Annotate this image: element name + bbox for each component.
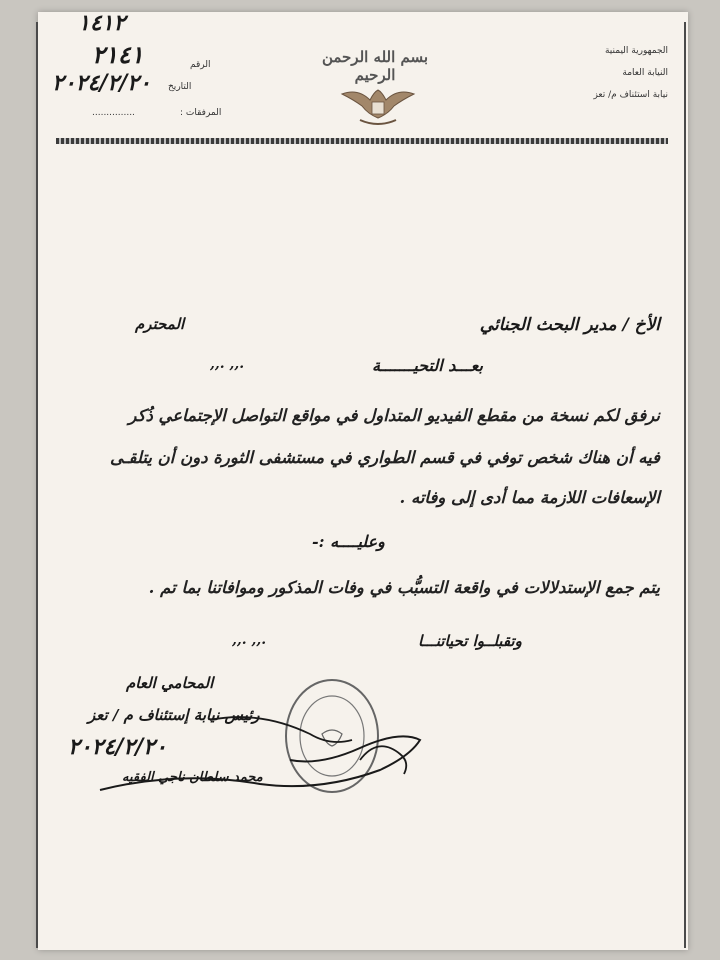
handwritten-ref-number: ٢١٤١ [92, 40, 144, 69]
paragraph-line-1: نرفق لكم نسخة من مقطع الفيديو المتداول في مواقع التواصل الإجتماعي ذُكر [128, 406, 660, 425]
greeting: بعـــد التحيـــــــة [372, 356, 483, 375]
issuer-block [518, 40, 668, 106]
honorific: المحترم [135, 315, 185, 333]
issuer-country: الجمهورية اليمنية [604, 46, 668, 56]
date-label: التاريخ [168, 82, 192, 92]
therefore-heading: وعليــــه :- [312, 532, 385, 551]
handwritten-date: ٢٠٢٤/٢/٢٠ [52, 70, 151, 96]
greeting-dots: .,, .,, [210, 356, 245, 372]
instruction-line: يتم جمع الإستدلالات في واقعة التسبُّب في وفات المذكور وموافاتنا بما تم . [148, 578, 660, 597]
issuer-office: النيابة العامة [622, 68, 668, 78]
basmala-heading: بسم الله الرحمن الرحيم [321, 48, 429, 84]
handwritten-top-number: ١٤١٢ [78, 10, 126, 36]
attachments-label: المرفقات : [180, 108, 222, 118]
paragraph-line-2: فيه أن هناك شخص توفي في قسم الطواري في مستشفى الثورة دون أن يتلقـى [109, 448, 660, 467]
closing: وتقبلــوا تحياتنـــا [418, 632, 522, 650]
letter-page [38, 12, 688, 950]
handwritten-signature [60, 700, 440, 800]
signatory-position: رئيس نيابة إستئناف م / تعز [88, 706, 260, 724]
signature-handwritten-date: ٢٠٢٤/٢/٢٠ [68, 734, 167, 760]
number-label: الرقم [190, 60, 211, 70]
issuer-branch: نيابة استئناف م/ تعز [593, 90, 668, 100]
yemen-eagle-emblem-icon [338, 84, 418, 130]
signatory-name: محمد سلطان ناجي الفقيه [122, 770, 263, 785]
header-divider [56, 138, 668, 144]
closing-dots: .,, .,, [232, 632, 267, 648]
signatory-title: المحامي العام [126, 674, 214, 692]
addressee: الأخ / مدير البحث الجنائي [479, 315, 660, 335]
paragraph-line-3: الإسعافات اللازمة مما أدى إلى وفاته . [399, 488, 660, 507]
attachments-dots: ............... [92, 108, 135, 118]
